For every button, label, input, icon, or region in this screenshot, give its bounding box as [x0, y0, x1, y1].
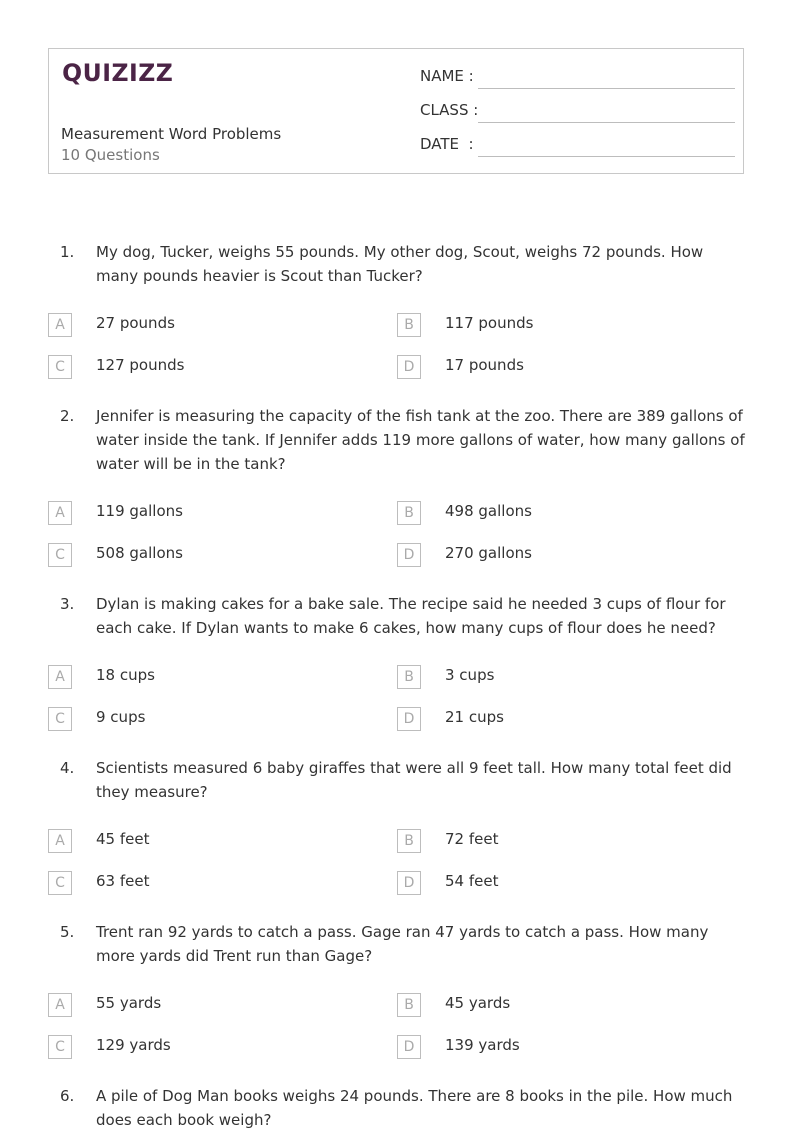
option-text: 508 gallons	[96, 544, 183, 562]
class-field[interactable]	[420, 101, 735, 125]
question-text: My dog, Tucker, weighs 55 pounds. My other dog, Scout, weighs 72 pounds. How many pounds heavier is Scout than Tucker?	[96, 243, 704, 285]
option-text: 498 gallons	[445, 502, 532, 520]
name-label: NAME :	[420, 67, 474, 85]
question-count: 10 Questions	[61, 146, 160, 164]
option-letter-box: B	[397, 829, 421, 853]
option-text: 270 gallons	[445, 544, 532, 562]
option-letter-box: A	[48, 313, 72, 337]
question-number: 3.	[60, 595, 75, 613]
option-letter-box: B	[397, 313, 421, 337]
date-field[interactable]	[420, 135, 735, 159]
name-field[interactable]	[420, 67, 735, 91]
option-letter-box: C	[48, 355, 72, 379]
option-text: 72 feet	[445, 830, 499, 848]
question-text: Dylan is making cakes for a bake sale. The recipe said he needed 3 cups of flour for each cake. If Dylan wants to make 6 cakes, how many cups of flour does he need?	[96, 595, 726, 637]
question-text: Scientists measured 6 baby giraffes that were all 9 feet tall. How many total feet did they measure?	[96, 759, 732, 801]
option-text: 129 yards	[96, 1036, 171, 1054]
question-text: A pile of Dog Man books weighs 24 pounds. There are 8 books in the pile. How much does each book weigh?	[96, 1087, 733, 1129]
option-letter-box: C	[48, 1035, 72, 1059]
quizizz-logo: QUIZIZZ	[62, 59, 174, 87]
class-line	[478, 122, 735, 123]
option-text: 17 pounds	[445, 356, 524, 374]
option-letter-box: B	[397, 993, 421, 1017]
question-number: 5.	[60, 923, 75, 941]
option-text: 54 feet	[445, 872, 499, 890]
question-number: 1.	[60, 243, 75, 261]
option-letter-box: A	[48, 829, 72, 853]
option-text: 18 cups	[96, 666, 155, 684]
option-text: 55 yards	[96, 994, 162, 1012]
option-text: 21 cups	[445, 708, 504, 726]
option-letter-box: C	[48, 543, 72, 567]
option-letter-box: D	[397, 543, 421, 567]
option-text: 139 yards	[445, 1036, 520, 1054]
worksheet-header	[48, 48, 744, 174]
option-letter-box: A	[48, 501, 72, 525]
option-text: 127 pounds	[96, 356, 185, 374]
option-letter-box: B	[397, 665, 421, 689]
option-text: 27 pounds	[96, 314, 175, 332]
question-text: Jennifer is measuring the capacity of the fish tank at the zoo. There are 389 gallons of water inside the tank. If Jennifer adds 119 more gallons of water, how many gallons of water will be in the tank?	[96, 407, 745, 473]
question-number: 6.	[60, 1087, 75, 1105]
option-letter-box: D	[397, 871, 421, 895]
class-label: CLASS :	[420, 101, 479, 119]
option-text: 3 cups	[445, 666, 495, 684]
option-text: 45 yards	[445, 994, 511, 1012]
option-letter-box: D	[397, 355, 421, 379]
option-letter-box: C	[48, 707, 72, 731]
option-text: 63 feet	[96, 872, 150, 890]
option-text: 9 cups	[96, 708, 146, 726]
option-letter-box: C	[48, 871, 72, 895]
question-number: 4.	[60, 759, 75, 777]
date-label: DATE :	[420, 135, 474, 153]
option-letter-box: D	[397, 1035, 421, 1059]
worksheet-title: Measurement Word Problems	[61, 125, 282, 143]
option-text: 117 pounds	[445, 314, 534, 332]
option-text: 45 feet	[96, 830, 150, 848]
question-number: 2.	[60, 407, 75, 425]
option-letter-box: A	[48, 665, 72, 689]
question-text: Trent ran 92 yards to catch a pass. Gage ran 47 yards to catch a pass. How many more yards did Trent run than Gage?	[96, 923, 709, 965]
option-letter-box: A	[48, 993, 72, 1017]
option-letter-box: D	[397, 707, 421, 731]
date-line	[478, 156, 735, 157]
name-line	[478, 88, 735, 89]
option-letter-box: B	[397, 501, 421, 525]
option-text: 119 gallons	[96, 502, 183, 520]
